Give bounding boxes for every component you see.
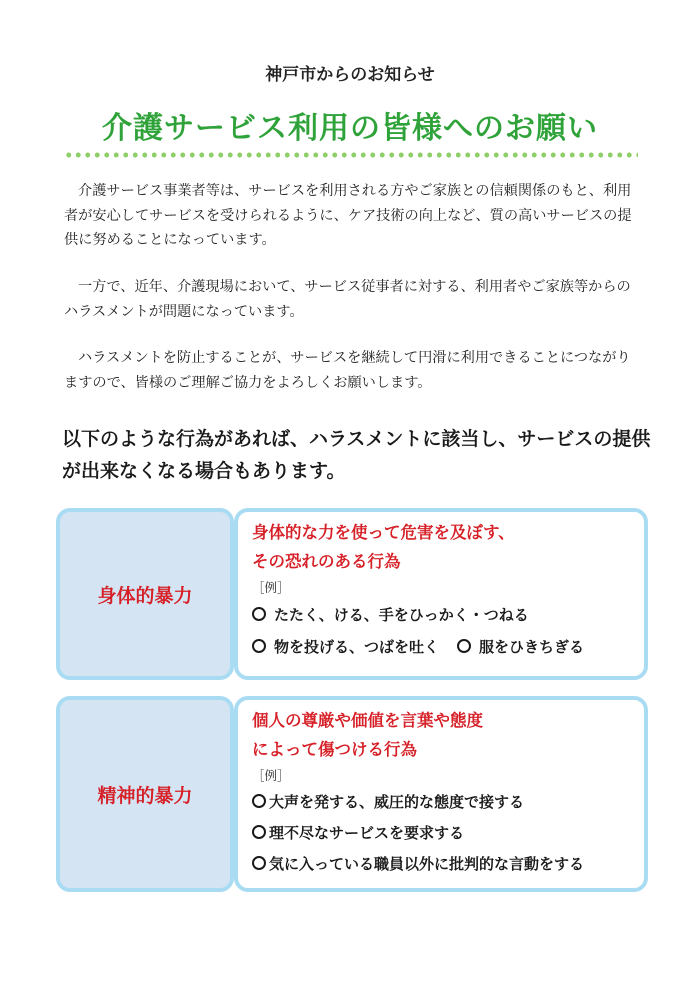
circle-bullet-icon: [252, 825, 266, 839]
example-item: 理不尽なサービスを要求する: [269, 824, 465, 842]
example-row: [252, 849, 630, 880]
example-item: 大声を発する、威圧的な態度で接する: [269, 793, 525, 811]
definition-line: 身体的な力を使って危害を及ぼす、: [252, 523, 515, 542]
card-detail-box: [234, 508, 648, 680]
request-paragraph: ハラスメントを防止することが、サービスを継続して円滑に利用できることにつながりますので、皆様のご理解ご協力をよろしくお願いします。: [64, 350, 631, 391]
example-label: ［例］: [252, 580, 290, 595]
circle-bullet-icon: [252, 607, 266, 621]
example-item: 気に入っている職員以外に批判的な言動をする: [269, 855, 585, 873]
card-detail-box: [234, 696, 648, 892]
example-item: たたく、ける、手をひっかく・つねる: [274, 606, 529, 624]
example-row: [252, 631, 630, 663]
definition-line: 個人の尊厳や価値を言葉や態度: [252, 711, 483, 730]
example-row: [252, 818, 630, 849]
example-row: [252, 599, 630, 631]
card-label: 身体的暴力: [97, 584, 193, 607]
circle-bullet-icon: [252, 639, 266, 653]
card-label: 精神的暴力: [97, 784, 193, 807]
physical-violence-card: [56, 508, 648, 680]
page-title: 介護サービス利用の皆様へのお願い: [102, 111, 598, 146]
dotted-divider: [64, 152, 638, 158]
circle-bullet-icon: [457, 639, 471, 653]
intro-paragraph: 介護サービス事業者等は、サービスを利用される方やご家族との信頼関係のもと、利用者が安心してサービスを受けられるように、ケア技術の向上など、質の高いサービスの提供に努めることになっています。: [64, 183, 632, 248]
problem-paragraph: 一方で、近年、介護現場において、サービス従事者に対する、利用者やご家族等からのハラスメントが問題になっています。: [64, 279, 631, 320]
example-row: [252, 787, 630, 818]
definition-line: その恐れのある行為: [252, 552, 401, 571]
lead-statement: 以下のような行為があれば、ハラスメントに該当し、サービスの提供が出来なくなる場合もあります。: [62, 428, 651, 482]
psychological-violence-card: [56, 696, 648, 892]
circle-bullet-icon: [252, 856, 266, 870]
example-item: 物を投げる、つばを吐く: [274, 638, 440, 656]
example-label: ［例］: [252, 768, 290, 783]
example-item: 服をひきちぎる: [479, 638, 585, 656]
circle-bullet-icon: [252, 794, 266, 808]
card-label-box: [56, 508, 234, 680]
definition-line: によって傷つける行為: [252, 740, 417, 759]
card-label-box: [56, 696, 234, 892]
page-subtitle: 神戸市からのお知らせ: [265, 65, 435, 85]
